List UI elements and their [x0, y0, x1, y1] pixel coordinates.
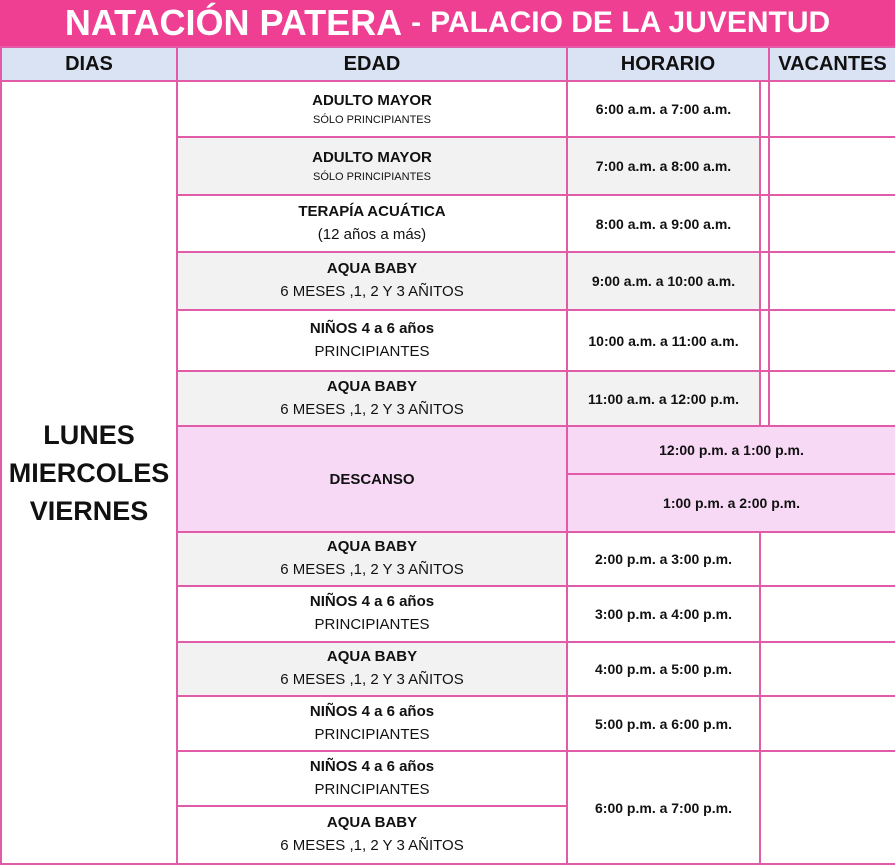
day-label: MIERCOLES [8, 457, 170, 488]
time-slot: 8:00 a.m. a 9:00 a.m. [567, 195, 760, 252]
age-detail: PRINCIPIANTES [314, 616, 430, 633]
age-group: NIÑOS 4 a 6 años [309, 593, 435, 610]
age-cell [177, 195, 567, 252]
age-detail: PRINCIPIANTES [314, 725, 430, 743]
time-slot: 2:00 p.m. a 3:00 p.m. [567, 532, 760, 586]
header-age: EDAD [177, 47, 567, 81]
age-group: AQUA BABY [326, 377, 418, 395]
header-days: DIAS [1, 47, 177, 81]
rest-slot: 12:00 p.m. a 1:00 p.m. [567, 426, 895, 474]
age-detail: 6 MESES ,1, 2 Y 3 AÑITOS [280, 400, 464, 418]
age-detail: 6 MESES ,1, 2 Y 3 AÑITOS [280, 561, 464, 578]
vacancy-cell[interactable] [769, 195, 895, 252]
age-cell [177, 252, 567, 310]
rest-slot: 1:00 p.m. a 2:00 p.m. [567, 474, 895, 532]
age-cell [177, 137, 567, 195]
time-slot: 3:00 p.m. a 4:00 p.m. [567, 586, 760, 642]
age-group: NIÑOS 4 a 6 años [309, 702, 435, 720]
time-slot: 4:00 p.m. a 5:00 p.m. [567, 642, 760, 696]
vacancy-cell[interactable] [769, 371, 895, 426]
time-slot: 7:00 a.m. a 8:00 a.m. [567, 137, 760, 195]
age-group: TERAPÍA ACUÁTICA [298, 202, 446, 220]
vacancy-cell[interactable] [760, 751, 895, 864]
table-row [1, 81, 895, 137]
days-cell [1, 81, 177, 864]
spacer-cell [760, 195, 769, 252]
time-slot: 5:00 p.m. a 6:00 p.m. [567, 696, 760, 751]
age-detail: PRINCIPIANTES [314, 780, 430, 798]
age-cell [177, 806, 567, 864]
age-group: NIÑOS 4 a 6 años [309, 319, 435, 337]
age-cell [177, 642, 567, 696]
title-main: NATACIÓN PATERA [64, 2, 403, 43]
age-detail: PRINCIPIANTES [314, 342, 430, 360]
age-group: ADULTO MAYOR [312, 149, 432, 166]
rest-label: DESCANSO [177, 426, 567, 532]
vacancy-cell[interactable] [769, 137, 895, 195]
age-detail: 6 MESES ,1, 2 Y 3 AÑITOS [280, 671, 464, 688]
vacancy-cell[interactable] [769, 310, 895, 371]
age-group: AQUA BABY [326, 260, 418, 277]
age-cell [177, 696, 567, 751]
age-cell [177, 532, 567, 586]
age-group: ADULTO MAYOR [312, 92, 432, 109]
header-schedule: HORARIO [567, 47, 769, 81]
age-detail: (12 años a más) [317, 225, 427, 243]
age-cell [177, 751, 567, 806]
day-label: VIERNES [29, 495, 149, 526]
vacancy-cell[interactable] [760, 586, 895, 642]
spacer-cell [760, 252, 769, 310]
vacancy-cell[interactable] [760, 696, 895, 751]
vacancy-cell[interactable] [760, 642, 895, 696]
time-slot: 10:00 a.m. a 11:00 a.m. [567, 310, 760, 371]
age-detail: 6 MESES ,1, 2 Y 3 AÑITOS [280, 837, 464, 854]
time-slot: 6:00 p.m. a 7:00 p.m. [567, 751, 760, 864]
title-separator: - [411, 6, 422, 39]
spacer-cell [760, 81, 769, 137]
header-row [1, 47, 895, 81]
time-slot: 11:00 a.m. a 12:00 p.m. [567, 371, 760, 426]
age-cell [177, 310, 567, 371]
schedule-table [0, 46, 895, 865]
age-detail: SÓLO PRINCIPIANTES [313, 114, 431, 126]
spacer-cell [760, 310, 769, 371]
age-cell [177, 586, 567, 642]
spacer-cell [760, 137, 769, 195]
age-cell [177, 371, 567, 426]
age-group: AQUA BABY [326, 538, 418, 555]
vacancy-cell[interactable] [760, 532, 895, 586]
time-slot: 6:00 a.m. a 7:00 a.m. [567, 81, 760, 137]
title-subtitle: PALACIO DE LA JUVENTUD [430, 6, 831, 39]
spacer-cell [760, 371, 769, 426]
time-slot: 9:00 a.m. a 10:00 a.m. [567, 252, 760, 310]
page-title [0, 0, 895, 46]
age-detail: SÓLO PRINCIPIANTES [313, 171, 431, 183]
age-group: NIÑOS 4 a 6 años [309, 757, 435, 775]
day-label: LUNES [43, 419, 135, 450]
header-vacancies: VACANTES [769, 47, 895, 81]
age-cell [177, 81, 567, 137]
vacancy-cell[interactable] [769, 252, 895, 310]
age-detail: 6 MESES ,1, 2 Y 3 AÑITOS [280, 283, 464, 300]
vacancy-cell[interactable] [769, 81, 895, 137]
age-group: AQUA BABY [326, 648, 418, 665]
age-group: AQUA BABY [326, 814, 418, 831]
